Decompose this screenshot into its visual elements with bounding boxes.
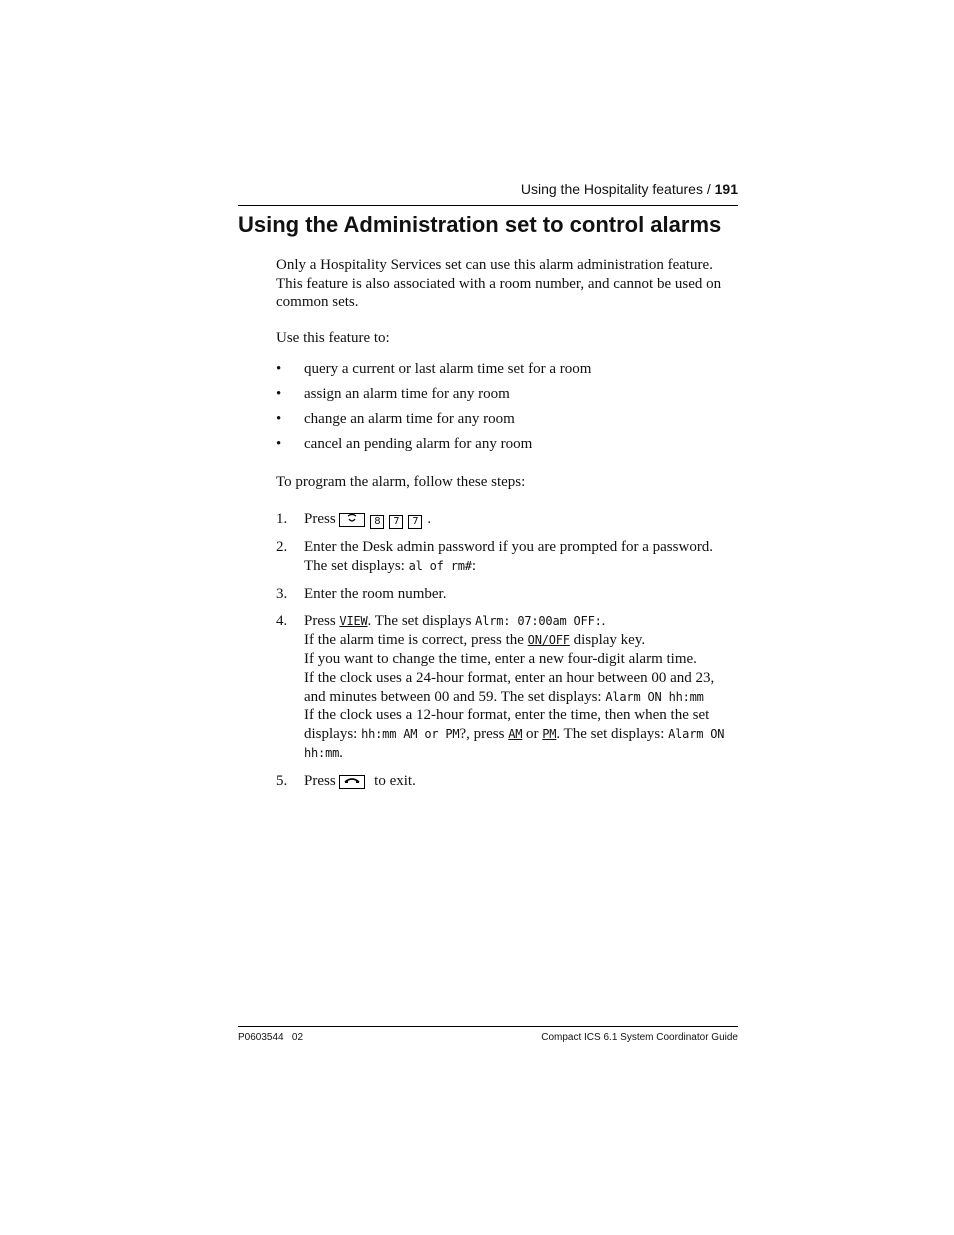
view-display-key: VIEW: [339, 614, 368, 629]
page-footer: [238, 1026, 738, 1043]
feature-list: [276, 360, 591, 460]
key-8: 8: [370, 515, 384, 529]
step-5: 5. Press to exit.: [276, 772, 416, 789]
header-separator: /: [706, 181, 711, 197]
section-title: Using the Administration set to control alarms: [238, 212, 722, 237]
header-section: Using the Hospitality features: [520, 181, 703, 197]
list-item: • assign an alarm time for any room: [276, 386, 510, 402]
feature-key-icon: [339, 513, 365, 527]
bullet-icon: •: [276, 411, 282, 427]
steps-list: [276, 510, 738, 800]
program-intro: To program the alarm, follow these steps:: [276, 474, 526, 490]
step-2: 2. Enter the Desk admin password if you are prompted for a password. The set displays: al of rm#:: [276, 539, 714, 574]
list-item: • cancel an pending alarm for any room: [276, 436, 533, 452]
display-text: hh:mm AM or PM: [361, 727, 460, 742]
document-title: Compact ICS 6.1 System Coordinator Guide: [541, 1032, 738, 1043]
release-handset-icon: [339, 775, 365, 789]
on-off-display-key: ON/OFF: [527, 633, 570, 648]
running-header: [521, 181, 738, 197]
document-number: P0603544 02: [238, 1032, 304, 1043]
intro-paragraph: Only a Hospitality Services set can use this alarm administration feature. This feature is also associated with a room number, and cannot be used on common sets.: [276, 257, 722, 311]
step-4: 4. Press VIEW. The set displays Alrm: 07:00am OFF:. If the alarm time is correct, press the ON/OFF display key. If you want to change the time, enter a new four-digit alarm time. If the clock uses a 24-hour format, enter an hour between 00 and 23, and minutes between 00 and 59. The set displays: Alarm ON hh:mm If the clock uses a 12-hour format, enter the time, then when the set displays: hh:mm AM or PM?, press AM or PM. The set displays: Alarm ON hh:mm.: [276, 613, 725, 761]
am-display-key: AM: [508, 727, 523, 742]
page-number: 191: [714, 181, 738, 197]
page-header: [238, 180, 738, 206]
key-7: 7: [389, 515, 403, 529]
key-7: 7: [408, 515, 422, 529]
use-intro: Use this feature to:: [276, 330, 390, 346]
display-text: Alarm ON hh:mm: [304, 727, 725, 760]
step-1: 1. Press 8 7 7 .: [276, 511, 432, 527]
display-text: Alrm: 07:00am OFF:: [475, 614, 602, 629]
pm-display-key: PM: [542, 727, 557, 742]
step-3: 3. Enter the room number.: [276, 585, 447, 602]
list-item: • query a current or last alarm time set for a room: [276, 361, 592, 377]
display-text: Alarm ON hh:mm: [605, 689, 704, 704]
display-text: al of rm#: [408, 558, 472, 573]
bullet-icon: •: [276, 436, 282, 452]
bullet-icon: •: [276, 361, 282, 377]
bullet-icon: •: [276, 386, 282, 402]
list-item: • change an alarm time for any room: [276, 411, 515, 427]
